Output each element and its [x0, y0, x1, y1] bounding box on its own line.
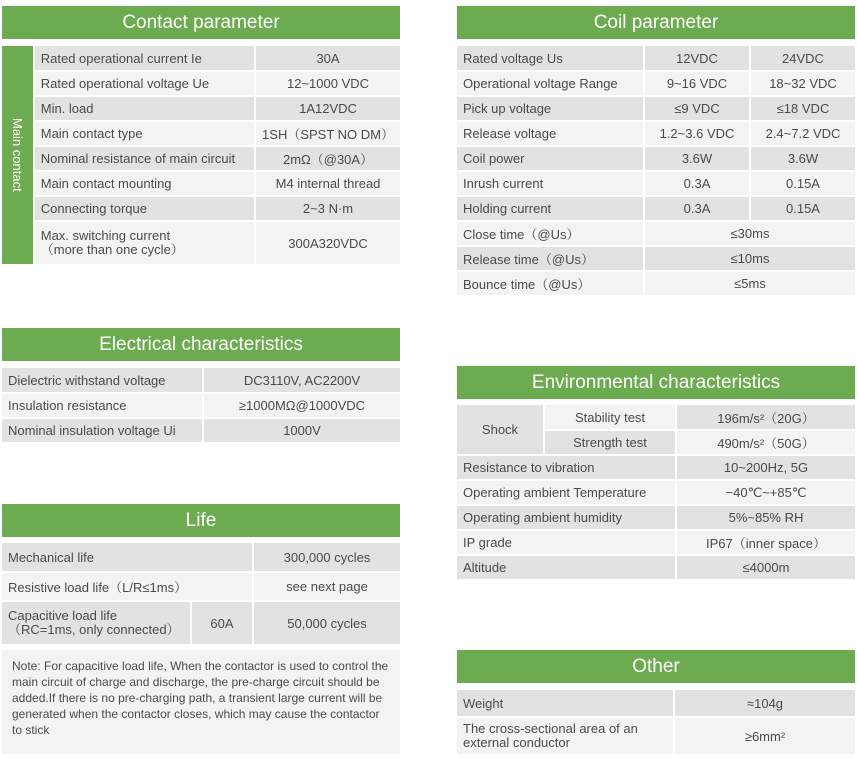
table-cell: Holding current	[457, 196, 644, 221]
table-cell: 1.2~3.6 VDC	[644, 121, 750, 146]
table-cell	[34, 221, 255, 265]
electrical-characteristics-header: Electrical characteristics	[2, 328, 400, 361]
table-cell: DC3110V, AC2200V	[203, 368, 401, 393]
cross-section-label: The cross-sectional area of an	[463, 721, 638, 736]
table-cell: Stability test	[544, 405, 676, 430]
table-cell: ≥1000MΩ@1000VDC	[203, 393, 401, 418]
table-cell: 18~32 VDC	[750, 71, 856, 96]
environmental-characteristics-table	[457, 405, 857, 581]
table-cell	[457, 717, 674, 755]
table-cell: ≤18 VDC	[750, 96, 856, 121]
table-cell: 50,000 cycles	[253, 601, 401, 645]
environmental-characteristics-header: Environmental characteristics	[457, 366, 855, 399]
max-switching-label: Max. switching current	[40, 228, 171, 243]
table-cell: Coil power	[457, 146, 644, 171]
table-cell: ≤10ms	[644, 246, 856, 271]
table-cell: Rated voltage Us	[457, 46, 644, 71]
table-cell: Resistive load life（L/R≤1ms）	[2, 572, 253, 601]
main-contact-side-label: Main contact	[2, 46, 34, 265]
table-cell: 2.4~7.2 VDC	[750, 121, 856, 146]
table-cell: Inrush current	[457, 171, 644, 196]
table-cell: 10~200Hz, 5G	[676, 455, 856, 480]
table-cell: Nominal insulation voltage Ui	[2, 418, 203, 443]
table-cell: 5%~85% RH	[676, 505, 856, 530]
table-cell: 1SH（SPST NO DM）	[255, 121, 401, 146]
table-cell: 1A12VDC	[255, 96, 401, 121]
table-cell: ≥6mm²	[674, 717, 856, 755]
table-cell: 0.3A	[644, 196, 750, 221]
table-cell: 12~1000 VDC	[255, 71, 401, 96]
life-table	[2, 543, 402, 646]
contact-parameter-table	[2, 46, 402, 266]
table-cell: Rated operational current Ie	[34, 46, 255, 71]
table-cell	[2, 601, 191, 645]
table-cell: Bounce time（@Us）	[457, 271, 644, 296]
table-cell: ≈104g	[674, 690, 856, 717]
table-cell: Weight	[457, 690, 674, 717]
table-cell: ≤5ms	[644, 271, 856, 296]
table-cell: Operational voltage Range	[457, 71, 644, 96]
table-cell: 0.15A	[750, 171, 856, 196]
table-cell: Operating ambient humidity	[457, 505, 676, 530]
table-cell: Main contact type	[34, 121, 255, 146]
table-cell: 2mΩ（@30A）	[255, 146, 401, 171]
table-cell: Pick up voltage	[457, 96, 644, 121]
table-cell: 12VDC	[644, 46, 750, 71]
coil-parameter-table	[457, 46, 857, 297]
coil-parameter-header: Coil parameter	[457, 6, 855, 39]
table-cell: 3.6W	[644, 146, 750, 171]
table-cell: ≤9 VDC	[644, 96, 750, 121]
table-cell: 3.6W	[750, 146, 856, 171]
table-cell: Resistance to vibration	[457, 455, 676, 480]
capacitive-load-sublabel: （RC=1ms, only connected）	[8, 622, 180, 637]
contact-parameter-header: Contact parameter	[2, 6, 400, 39]
table-cell: 9~16 VDC	[644, 71, 750, 96]
table-cell: Release voltage	[457, 121, 644, 146]
cross-section-sublabel: external conductor	[463, 735, 570, 750]
table-cell: 0.15A	[750, 196, 856, 221]
table-cell: Operating ambient Temperature	[457, 480, 676, 505]
table-cell: ≤4000m	[676, 555, 856, 580]
table-cell: Mechanical life	[2, 543, 253, 572]
table-cell: 30A	[255, 46, 401, 71]
table-cell: see next page	[253, 572, 401, 601]
table-cell: M4 internal thread	[255, 171, 401, 196]
table-cell: Main contact mounting	[34, 171, 255, 196]
table-cell: 490m/s²（50G）	[676, 430, 856, 455]
life-header: Life	[2, 504, 400, 537]
other-header: Other	[457, 650, 855, 683]
table-cell: Rated operational voltage Ue	[34, 71, 255, 96]
table-cell: 196m/s²（20G）	[676, 405, 856, 430]
table-cell: 24VDC	[750, 46, 856, 71]
shock-label: Shock	[457, 405, 544, 455]
capacitive-load-label: Capacitive load life	[8, 608, 118, 623]
table-cell: Min. load	[34, 96, 255, 121]
table-cell: Close time（@Us）	[457, 221, 644, 246]
table-cell: Altitude	[457, 555, 676, 580]
table-cell: 2~3 N·m	[255, 196, 401, 221]
table-cell: Release time（@Us）	[457, 246, 644, 271]
table-cell: 0.3A	[644, 171, 750, 196]
table-cell: 1000V	[203, 418, 401, 443]
table-cell: 300,000 cycles	[253, 543, 401, 572]
table-cell: 60A	[191, 601, 253, 645]
table-cell: Nominal resistance of main circuit	[34, 146, 255, 171]
table-cell: Dielectric withstand voltage	[2, 368, 203, 393]
max-switching-sublabel: （more than one cycle）	[40, 242, 184, 257]
table-cell: Insulation resistance	[2, 393, 203, 418]
electrical-characteristics-table	[2, 368, 402, 444]
other-table	[457, 690, 857, 756]
capacitive-load-note: Note: For capacitive load life, When the contactor is used to control the main circuit of charge and discharge, the pre-charge circuit should be added.If there is no pre-charging path, a transient large current will be generated when the contactor closes, which may cause the contactor to stick	[2, 650, 400, 754]
table-cell: Strength test	[544, 430, 676, 455]
table-cell: IP grade	[457, 530, 676, 555]
table-cell: Connecting torque	[34, 196, 255, 221]
table-cell: ≤30ms	[644, 221, 856, 246]
table-cell: −40℃~+85℃	[676, 480, 856, 505]
table-cell: IP67（inner space）	[676, 530, 856, 555]
table-cell: 300A320VDC	[255, 221, 401, 265]
